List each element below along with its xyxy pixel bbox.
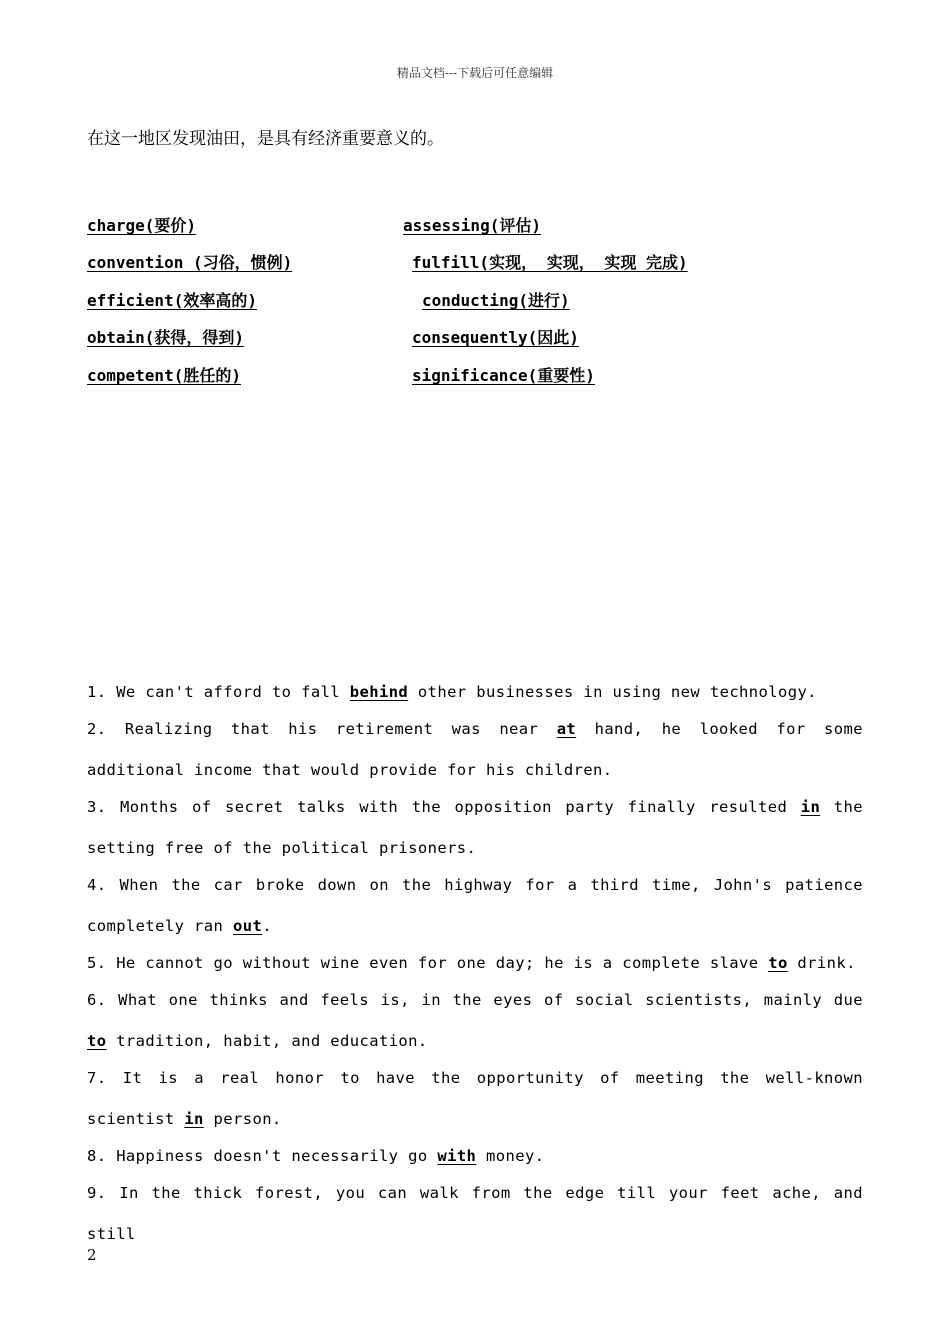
- page-header: 精品文档---下载后可任意编辑: [396, 66, 554, 80]
- answer-blank: in: [184, 1110, 204, 1128]
- vocab-item-charge: charge(要价): [87, 216, 197, 235]
- vocab-item-assessing: assessing(评估): [403, 216, 541, 235]
- sentence-item: 2. Realizing that his retirement was near at hand, he looked for some additional income that would provide for his children.: [87, 720, 863, 779]
- page-number: 2: [87, 1246, 97, 1264]
- sentence-item: 7. It is a real honor to have the opportunity of meeting the well-known scientist in person.: [87, 1069, 863, 1128]
- sentence-item: 9. In the thick forest, you can walk from the edge till your feet ache, and still: [87, 1184, 863, 1243]
- vocab-item-convention: convention (习俗，惯例): [87, 253, 293, 272]
- answer-blank: out: [232, 917, 263, 935]
- vocab-item-significance: significance(重要性): [412, 366, 595, 385]
- sentence-item: 8. Happiness doesn't necessarily go with money.: [87, 1147, 545, 1165]
- sentence-item: 5. He cannot go without wine even for one day; he is a complete slave to drink.: [87, 954, 856, 972]
- sentence-item: 3. Months of secret talks with the opposition party finally resulted in the setting free of the political prisoners.: [87, 798, 863, 857]
- vocab-item-competent: competent(胜任的): [87, 366, 241, 385]
- exercise-sentences: [87, 672, 863, 1251]
- vocab-item-conducting: conducting(进行): [422, 291, 570, 310]
- vocab-item-fulfill: fulfill(实现， 实现， 实现 完成): [412, 253, 688, 272]
- answer-blank: to: [768, 954, 788, 972]
- sentence-item: 1. We can't afford to fall behind other businesses in using new technology.: [87, 683, 817, 701]
- intro-sentence: 在这一地区发现油田，是具有经济重要意义的。: [87, 129, 444, 149]
- answer-blank: in: [800, 798, 821, 816]
- answer-blank: behind: [349, 683, 409, 701]
- vocab-item-consequently: consequently(因此): [412, 328, 579, 347]
- sentence-item: 6. What one thinks and feels is, in the eyes of social scientists, mainly due to tradition, habit, and education.: [87, 991, 863, 1050]
- answer-blank: with: [437, 1147, 477, 1165]
- answer-blank: at: [556, 720, 577, 738]
- vocab-item-obtain: obtain(获得，得到): [87, 328, 245, 347]
- sentence-item: 4. When the car broke down on the highway for a third time, John's patience completely ran out.: [87, 876, 863, 935]
- answer-blank: to: [87, 1032, 107, 1050]
- vocab-item-efficient: efficient(效率高的): [87, 291, 257, 310]
